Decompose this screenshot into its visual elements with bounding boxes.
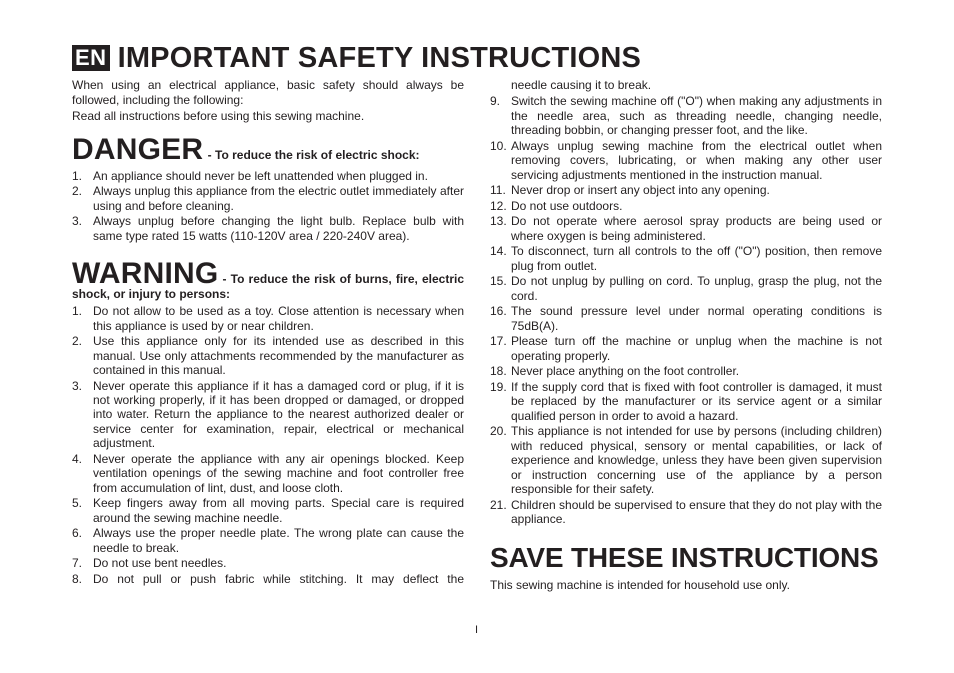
list-item: 4. Never operate the appliance with any air openings blocked. Keep ventilation openings of the sewing machine and foot controller free from accumulation of lint, dust, and loose cloth. [72, 451, 464, 495]
warning-list-right [490, 94, 882, 526]
list-item-continuation: needle causing it to break. [511, 78, 652, 92]
list-item: 3. Always unplug before changing the light bulb. Replace bulb with same type rated 15 watts (110-120V area / 220-240V area). [72, 214, 464, 243]
language-badge: EN [72, 45, 110, 71]
danger-heading [72, 132, 464, 166]
list-item: 18. Never place anything on the foot controller. [490, 364, 740, 379]
page-title: IMPORTANT SAFETY INSTRUCTIONS [117, 41, 642, 74]
page-header [72, 40, 641, 76]
list-item: 2. Always unplug this appliance from the electric outlet immediately after using and before cleaning. [72, 184, 464, 213]
list-item: 2. Use this appliance only for its intended use as described in this manual. Use only attachments recommended by the manufacturer as contained in this manual. [72, 334, 464, 377]
danger-subtitle: - To reduce the risk of electric shock: [207, 147, 420, 162]
right-column [490, 78, 882, 592]
danger-label: DANGER [72, 132, 204, 166]
list-item: 13. Do not operate where aerosol spray products are being used or where oxygen is being administered. [490, 214, 882, 243]
list-item: 9. Switch the sewing machine off ("O") when making any adjustments in the needle area, such as threading needle, changing needle, threading bobbin, or changing presser foot, and the like. [490, 94, 882, 138]
list-item: 10. Always unplug sewing machine from the electrical outlet when removing covers, lubricating, or when making any other user servicing adjustments mentioned in the instruction manual. [490, 138, 882, 182]
warning-heading [72, 257, 464, 302]
list-item: 19. If the supply cord that is fixed with foot controller is damaged, it must be replaced by the manufacturer or its service agent or a similar qualified person in order to avoid a hazard. [490, 380, 882, 423]
warning-list-left [72, 304, 464, 586]
list-item: 15. Do not unplug by pulling on cord. To unplug, grasp the plug, not the cord. [490, 274, 882, 303]
list-item: 12. Do not use outdoors. [490, 198, 623, 213]
list-item: 8. Do not pull or push fabric while stitching. It may deflect the [72, 571, 464, 586]
list-item: 7. Do not use bent needles. [72, 556, 227, 571]
list-item: 11. Never drop or insert any object into any opening. [490, 183, 770, 198]
list-item: 5. Keep fingers away from all moving parts. Special care is required around the sewing machine needle. [72, 496, 464, 525]
list-item: 20. This appliance is not intended for use by persons (including children) with reduced physical, sensory or mental capabilities, or lack of experience and knowledge, unless they have been given supervision or instruction concerning use of the appliance by a person responsible for their safety. [490, 424, 882, 497]
danger-list [72, 169, 464, 243]
warning-label: WARNING [72, 257, 219, 291]
household-use-note: This sewing machine is intended for household use only. [490, 578, 790, 593]
list-item: 6. Always use the proper needle plate. The wrong plate can cause the needle to break. [72, 526, 464, 555]
list-item: 3. Never operate this appliance if it has a damaged cord or plug, if it is not working properly, if it has been dropped or damaged, or dropped into water. Return the appliance to the nearest authorized dealer or service center for examination, repair, electrical or mechanical adjustment. [72, 378, 464, 451]
warning-subtitle: - To reduce the risk of burns, fire, electric shock, or injury to persons: [72, 272, 464, 302]
list-item: 1. Do not allow to be used as a toy. Close attention is necessary when this appliance is used by or near children. [72, 304, 464, 333]
save-instructions-heading: SAVE THESE INSTRUCTIONS [490, 542, 879, 574]
page-number: I [475, 624, 479, 636]
intro-read-all: Read all instructions before using this sewing machine. [72, 109, 365, 124]
intro-paragraph: When using an electrical appliance, basic safety should always be followed, including the following: [72, 78, 464, 107]
list-item: 14. To disconnect, turn all controls to the off ("O") position, then remove plug from outlet. [490, 244, 882, 273]
left-column [72, 78, 464, 587]
list-item: 21. Children should be supervised to ensure that they do not play with the appliance. [490, 497, 882, 527]
list-item: 17. Please turn off the machine or unplug when the machine is not operating properly. [490, 334, 882, 363]
list-item: 16. The sound pressure level under normal operating conditions is 75dB(A). [490, 304, 882, 333]
list-item: 1. An appliance should never be left unattended when plugged in. [72, 168, 428, 183]
